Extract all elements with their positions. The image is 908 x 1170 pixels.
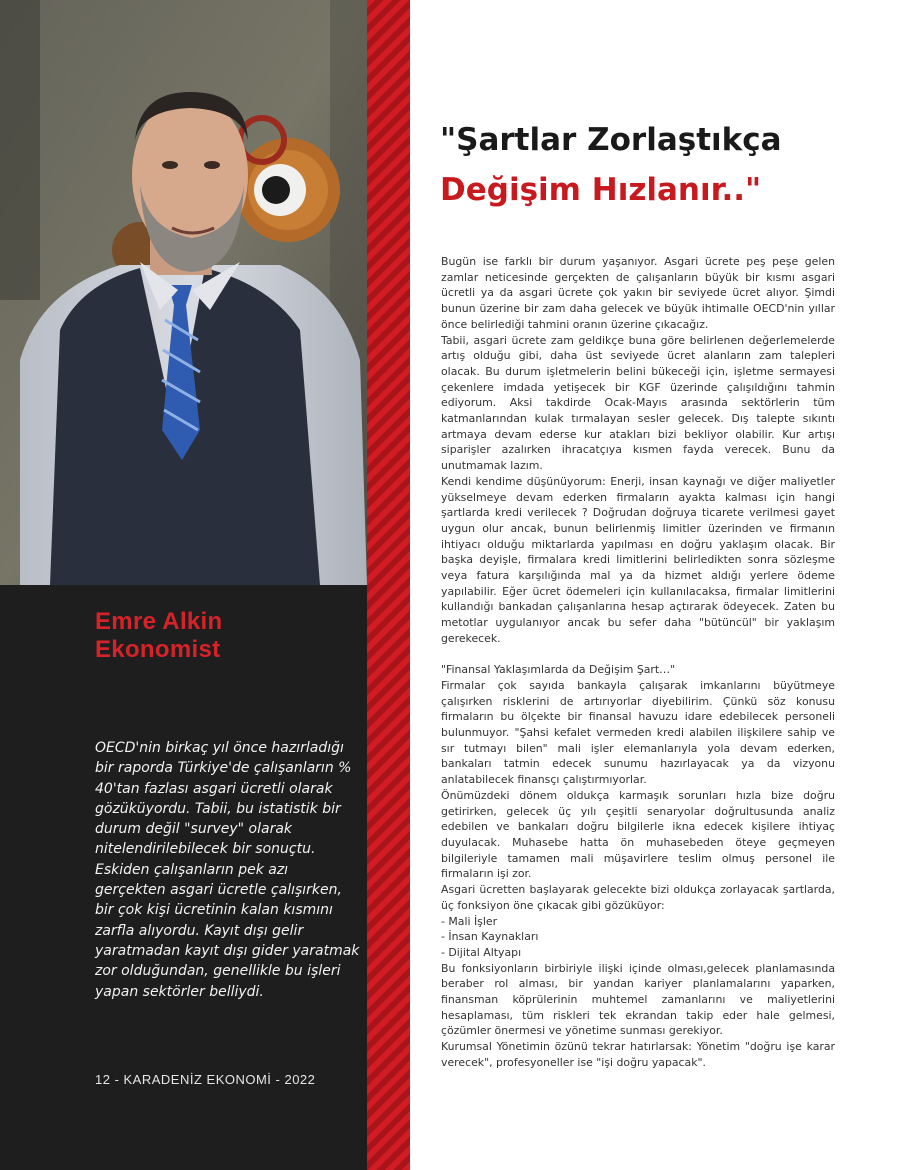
- body-paragraph: Asgari ücretten başlayarak gelecekte bizi oldukça zorlayacak şartlarda, üç fonksiyon öne çıkacak gibi gözüküyor:: [441, 883, 835, 912]
- body-paragraph: Bugün ise farklı bir durum yaşanıyor. Asgari ücrete peş peşe gelen zamlar neticesinde gerçekten de çalışanların büyük bir kısmı asgari ücretli ya da asgari ücrete çok yakın bir seviyede ücret alıyor. Şimdi bunun üzerine bir zam daha gelecek ve büyük ihtimalle OECD'nin yıllar önce belirlediği tahmini oranın üzerine çıkacağız.: [441, 255, 835, 331]
- headline-line-2: Değişim Hızlanır..": [440, 172, 762, 208]
- list-item: - Mali İşler: [441, 914, 498, 928]
- section-heading: "Finansal Yaklaşımlarda da Değişim Şart…": [441, 663, 676, 677]
- author-name: Emre Alkin: [95, 608, 223, 635]
- red-stripe-divider: [367, 0, 410, 1170]
- author-photo: [0, 0, 367, 585]
- body-paragraph: Bu fonksiyonların birbiriyle ilişki içinde olması,gelecek planlamasında beraber rol alması, bir yandan kariyer planlamalarını yaparken, finansman köprülerinin muhtemel zamanlarını ve maliyetlerini hesaplaması, tüm riskleri tek ekrandan takip eder hale gelmesi, çözümler önermesi ve yönetime sunması gerekiyor.: [441, 961, 835, 1038]
- body-paragraph: Kurumsal Yönetimin özünü tekrar hatırlarsak: Yönetim "doğru işe karar verecek", profesyoneller ise "işi doğru yapacak".: [441, 1040, 835, 1069]
- body-paragraph: Önümüzdeki dönem oldukça karmaşık sorunları hızla bize doğru getirirken, gelecek üç yılı çeşitli senaryolar doğrultusunda analiz edebilen ve bankaları doğru bilgilerle ikna edecek kişilere ihtiyaç duyulacak. Muhasebe hatta ön muhasebeden öteye geçmeyen bilgileriyle tamamen mali müşavirlere teslim olmuş personel ile firmaların işi zor.: [441, 788, 835, 881]
- page-footer: 12 - KARADENİZ EKONOMİ - 2022: [95, 1072, 316, 1087]
- body-paragraph: Tabii, asgari ücrete zam geldikçe buna göre belirlenen değerlemelerde artış olduğu gibi, daha üst seviyede ücret alanların zam talepleri olacak. Bu durum işletmelerin belini bükeceği için, işletme sermayesi çekenlere imdada yetişecek bir KGF üzerinde çalışıldığını tahmin ediyorum. Aksi takdirde Ocak-Mayıs arasında sektörlerin tüm katmanlarından kulak tırmalayan sesler gelecek. Dış talepte sıkıntı artmaya devam ederse kur atakları bizi bekliyor olabilir. Kur artışı siparişler azalırken ihracatçıya kısmen fayda verecek. Bunu da unutmamak lazım.: [441, 333, 835, 473]
- article-body: [441, 254, 835, 1071]
- article-headline: [440, 115, 782, 215]
- author-title: Ekonomist: [95, 636, 221, 663]
- list-item: - Dijital Altyapı: [441, 945, 522, 959]
- paragraph-gap: [441, 647, 835, 663]
- headline-line-1: "Şartlar Zorlaştıkça: [440, 122, 782, 158]
- body-paragraph: Firmalar çok sayıda bankayla çalışarak imkanlarını büyütmeye çalışırken risklerini de artırıyorlar diyebilirim. Çünkü söz konusu firmaların bu ölçekte bir finansal havuzu idare edebilecek personeli bulunmuyor. "Şahsi kefalet vermeden kredi alabilen ilişkilere sahip ve sır tutmayı bilen" mali işler elemanlarıyla yola devam ederken, bankaları tatmin edecek sunumu hazırlayacak ya da vizyonu anlatabilecek finansçı çalıştırmıyorlar.: [441, 678, 835, 787]
- body-paragraph: Kendi kendime düşünüyorum: Enerji, insan kaynağı ve diğer maliyetler yükselmeye devam ederken firmaların ayakta kalması için hangi şartlarda kredi verilecek ? Doğrudan doğruya ticarete verilmesi gayet uygun olur ancak, bunun belirlenmiş limitler üzerinden ve firmanın ihtiyacı olduğu miktarlarda yapılması en doğru yaklaşım olacak. Bir başka deyişle, firmalara kredi limitlerini belirledikten sonra sözleşme veya fatura karşılığında mal ya da hizmet aldığı yerlere ödeme yapılabilir. Eğer ücret ödemeleri için kullanılacaksa, firmalar limitlerini kullandığı bankadan çalışanlarına hesap açtırarak ödeyecek. Zaten bu metotlar uygulanıyor ancak bu sefer daha "bütüncül" bir yaklaşım gerekecek.: [441, 474, 835, 645]
- list-item: - İnsan Kaynakları: [441, 930, 539, 944]
- pull-quote: OECD'nin birkaç yıl önce hazırladığı bir raporda Türkiye'de çalışanların % 40'tan fazlası asgari ücretli olarak gözüküyordu. Tabii, bu istatistik bir durum değil "survey" olarak nitelendirilebilecek bir sonuçtu. Eskiden çalışanların pek azı gerçekten asgari ücretle çalışırken, bir çok kişi ücretinin kalan kısmını zarfla alıyordu. Kayıt dışı gelir yaratmadan kayıt dışı gider yaratmak zor olduğundan, genellikle bu işleri yapan sektörler belliydi.: [95, 740, 360, 1000]
